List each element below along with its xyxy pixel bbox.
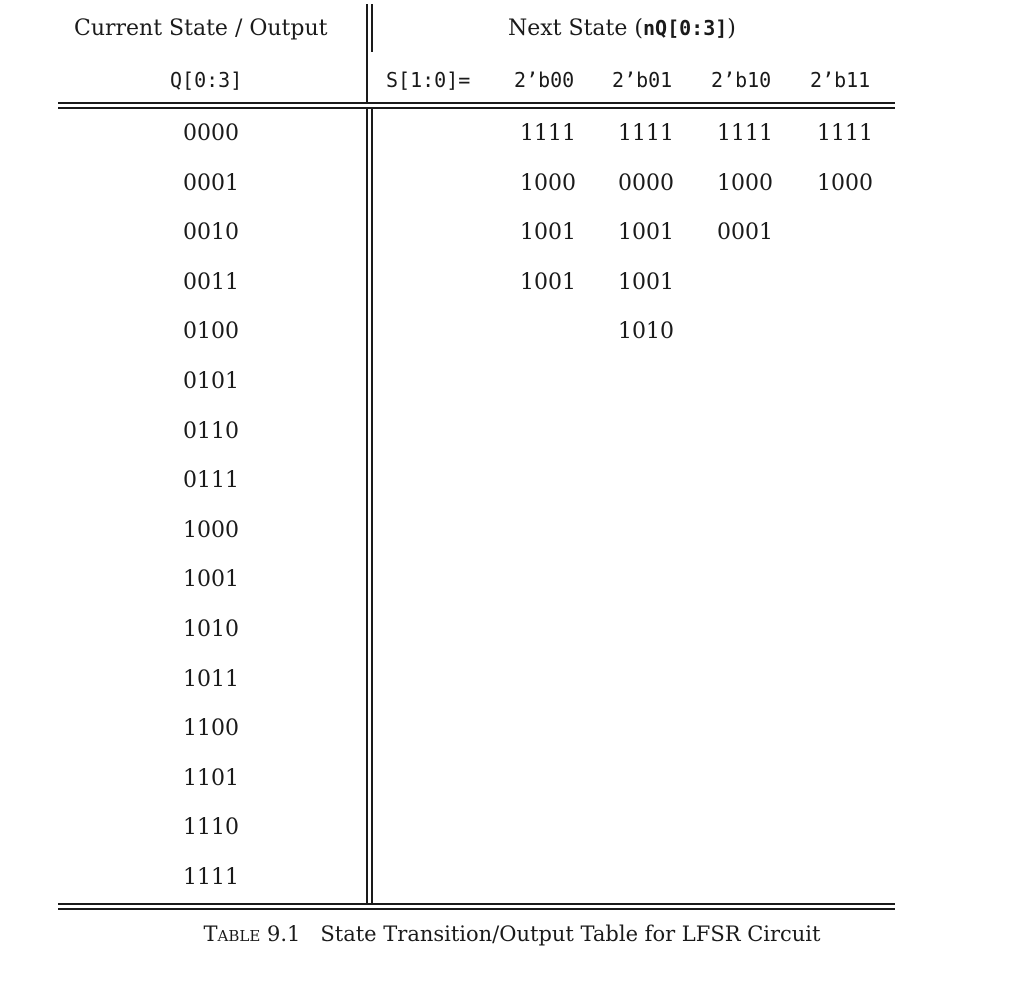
next-state-cell: 0000 [618, 171, 674, 196]
next-state-cell: 1001 [520, 220, 576, 245]
header-next-state-prefix: Next State ( [508, 16, 643, 41]
caption-label: Table 9.1 [203, 922, 301, 946]
current-state-cell: 0010 [183, 220, 239, 245]
header-rule-top [58, 102, 895, 104]
next-state-cell: 0001 [717, 220, 773, 245]
next-state-cell: 1000 [717, 171, 773, 196]
header-rule-bottom [58, 107, 895, 109]
column-divider-lower-left [366, 108, 368, 903]
column-divider-upper-left [366, 4, 368, 102]
column-header-10: 2’b10 [711, 68, 772, 92]
header-next-state-code: nQ[0:3] [642, 16, 728, 40]
current-state-cell: 1110 [183, 815, 239, 840]
current-state-cell: 1000 [183, 518, 239, 543]
header-next-state [508, 16, 736, 41]
next-state-cell: 1010 [618, 319, 674, 344]
current-state-cell: 0101 [183, 369, 239, 394]
current-state-cell: 1011 [183, 667, 239, 692]
caption-text: State Transition/Output Table for LFSR Circuit [320, 922, 821, 946]
column-header-00: 2’b00 [514, 68, 575, 92]
column-divider-upper-right [371, 4, 373, 52]
current-state-cell: 1111 [183, 865, 239, 890]
header-current-state: Current State / Output [74, 16, 328, 41]
footer-rule-bottom [58, 908, 895, 910]
next-state-cell: 1000 [520, 171, 576, 196]
next-state-cell: 1001 [618, 270, 674, 295]
next-state-cell: 1111 [717, 121, 773, 146]
next-state-cell: 1111 [520, 121, 576, 146]
current-state-cell: 0110 [183, 419, 239, 444]
header-next-state-suffix: ) [727, 16, 736, 41]
column-header-11: 2’b11 [810, 68, 871, 92]
next-state-cell: 1111 [817, 121, 873, 146]
next-state-cell: 1000 [817, 171, 873, 196]
next-state-cell: 1111 [618, 121, 674, 146]
current-state-cell: 0100 [183, 319, 239, 344]
footer-rule-top [58, 903, 895, 905]
current-state-cell: 0000 [183, 121, 239, 146]
current-state-cell: 0111 [183, 468, 239, 493]
subheader-select: S[1:0]= [386, 68, 471, 92]
subheader-q: Q[0:3] [170, 68, 243, 92]
table-caption [0, 922, 1024, 946]
next-state-cell: 1001 [520, 270, 576, 295]
next-state-cell: 1001 [618, 220, 674, 245]
current-state-cell: 1100 [183, 716, 239, 741]
current-state-cell: 0001 [183, 171, 239, 196]
column-divider-lower-right [371, 108, 373, 903]
current-state-cell: 0011 [183, 270, 239, 295]
current-state-cell: 1010 [183, 617, 239, 642]
column-header-01: 2’b01 [612, 68, 673, 92]
current-state-cell: 1101 [183, 766, 239, 791]
current-state-cell: 1001 [183, 567, 239, 592]
